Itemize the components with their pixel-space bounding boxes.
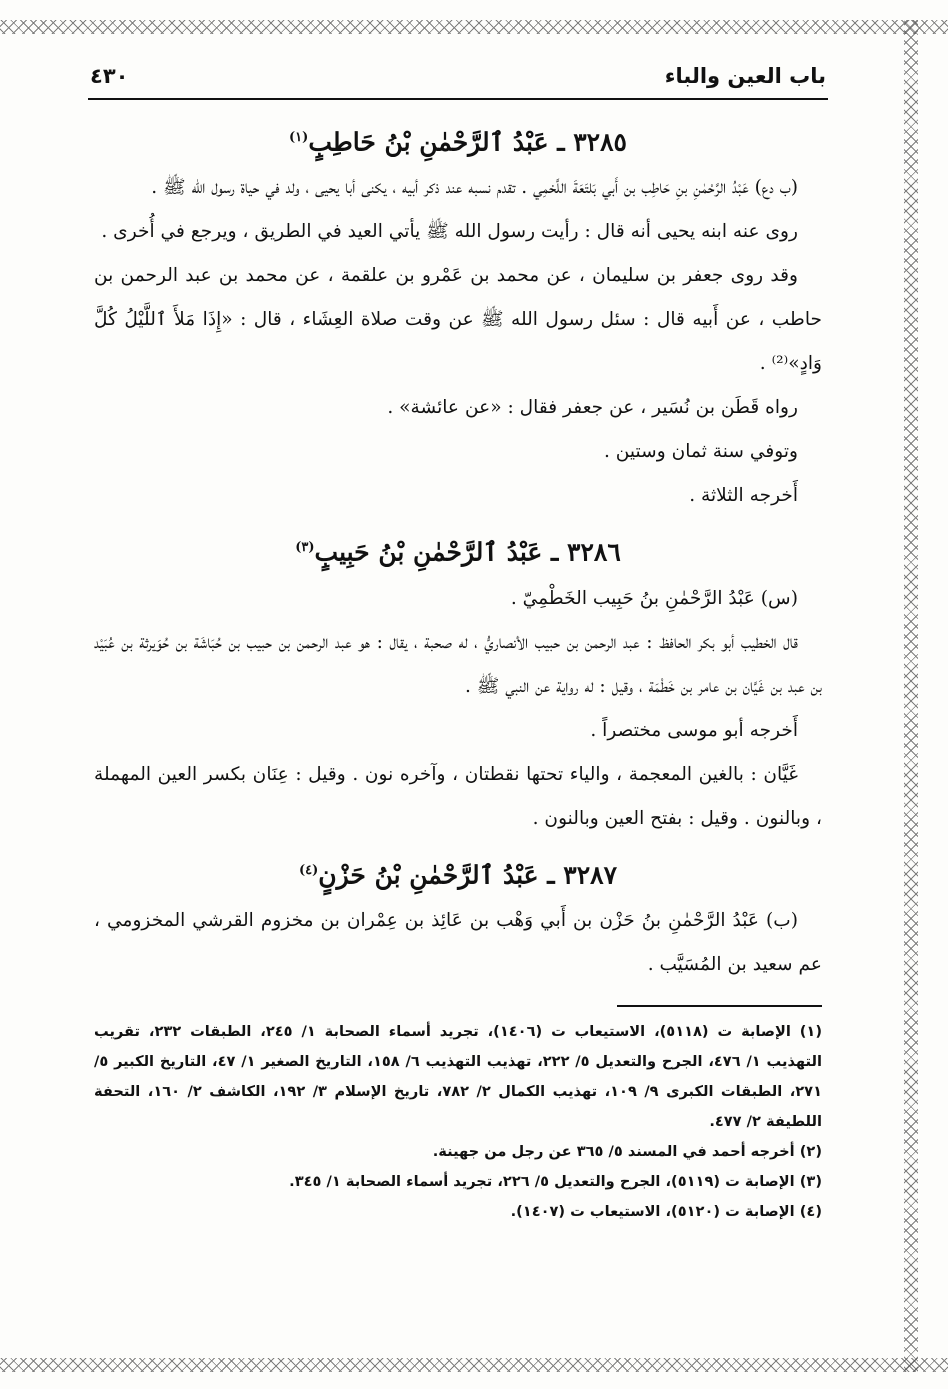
entry-title: ٣٢٨٥ ـ عَبْدُ ٱلرَّحْمٰنِ بْنُ حَاطِبٍ$^{(١)}$ bbox=[289, 127, 627, 157]
paragraph: (ب دع) عَبْدُ الرَّحْمٰنِ بنِ حَاطِب بن أَبي بَلتَعَةَ اللَّخمِي . تقدم نسبه عند ذكر أبيه ، يكنى أبا يحيى ، ولد في حياة رسول الله ﷺ . bbox=[151, 177, 798, 199]
paragraph: أَخرجه الثلاثة . bbox=[689, 485, 798, 507]
paragraph: أَخرجه أبو موسى مختصراً . bbox=[590, 719, 798, 741]
paragraph: رواه قَطَن بن نُسَير ، عن جعفر فقال : «عن عائشة» . bbox=[387, 397, 798, 419]
footnote-ref: (٣) bbox=[295, 540, 315, 556]
paragraph: (س) عَبْدُ الرَّحْمٰنِ بنُ حَبِيب الخَطْمِيّ . bbox=[510, 587, 798, 609]
page-header bbox=[88, 64, 828, 100]
paragraph: قال الخطيب أبو بكر الحافظ : عبد الرحمن بن حبيب الأنصاريُّ ، له صحبة ، يقال : هو عبد الرحمن بن حبيب بن حُبَاشَة بن حُوَيرثة بن عُبَيْد بن عبد بن غَيَّان بن عامر بن خَطْمَة ، وقيل : له رواية عن النبي ﷺ . bbox=[94, 631, 822, 697]
footnotes bbox=[94, 1017, 822, 1227]
footnote-ref: (١) bbox=[289, 130, 309, 145]
footnote: (١) الإصابة ت (٥١١٨)، الاستيعاب ت (١٤٠٦)، تجريد أسماء الصحابة ١/ ٢٤٥، الطبقات ٢٣٢، تقريب التهذيب ١/ ٤٧٦، الجرح والتعديل ٥/ ٢٢٢، تهذيب التهذيب ٦/ ١٥٨، التاريخ الصغير ١/ ٤٧، التاريخ الكبير ٥/ ٢٧١، الطبقات الكبرى ٩/ ١٠٩، تهذيب الكمال ٢/ ٧٨٢، تاريخ الإسلام ٣/ ١٩٢، الكاشف ٢/ ١٦٠، التحفة اللطيفة ٢/ ٤٧٧. bbox=[94, 1022, 823, 1130]
paragraph: وتوفي سنة ثمان وستين . bbox=[603, 441, 798, 463]
footnote: (٤) الإصابة ت (٥١٢٠)، الاستيعاب ت (١٤٠٧). bbox=[510, 1202, 822, 1220]
footnote-separator bbox=[617, 1005, 822, 1007]
entry-title: ٣٢٨٧ ـ عَبْدُ ٱلرَّحْمٰنِ بْنُ حَزْنٍ$^{(٤)}$ bbox=[298, 859, 618, 889]
footnote: (٣) الإصابة ت (٥١١٩)، الجرح والتعديل ٥/ ٢٢٦، تجريد أسماء الصحابة ١/ ٣٤٥. bbox=[289, 1172, 822, 1190]
running-title: باب العين والباء bbox=[664, 64, 826, 88]
book-page bbox=[88, 64, 828, 1354]
entry-title: ٣٢٨٦ ـ عَبْدُ ٱلرَّحْمٰنِ بْنُ حَبِيبٍ$^{(٣)}$ bbox=[295, 537, 621, 567]
ornamental-border-top bbox=[0, 20, 948, 34]
paragraph: (ب) عَبْدُ الرَّحْمٰنِ بنُ حَزْن بن أَبي وَهْب بن عَائِذ بن عِمْران بن مخزوم القرشي المخزومي ، عم سعيد بن المُسَيَّب . bbox=[94, 909, 822, 975]
footnote: (٢) أخرجه أحمد في المسند ٥/ ٣٦٥ عن رجل من جهينة. bbox=[432, 1142, 822, 1160]
paragraph: غَيَّان : بالغين المعجمة ، والياء تحتها نقطتان ، وآخره نون . وقيل : عِنَان بكسر العين المهملة ، وبالنون . وقيل : بفتح العين وبالنون . bbox=[94, 763, 822, 829]
footnote-ref: (٤) bbox=[298, 862, 319, 878]
ornamental-border-right bbox=[904, 20, 918, 1372]
paragraph: روى عنه ابنه يحيى أنه قال : رأيت رسول الله ﷺ يأتي العيد في الطريق ، ويرجع في أُخرى . bbox=[101, 221, 798, 243]
main-text bbox=[88, 100, 828, 1227]
paragraph: وقد روى جعفر بن سليمان ، عن محمد بن عَمْرو بن علقمة ، عن محمد بن عبد الرحمن بن حاطب ، عن أَبيه قال : سئل رسول الله ﷺ عن وقت صلاة العِشَاء ، قال : «إِذَا مَلأَ ٱللَّيْلُ كُلَّ وَادٍ»⁽²⁾ . bbox=[94, 265, 822, 375]
page-number: ٤٣٠ bbox=[90, 64, 129, 88]
ornamental-border-bottom bbox=[0, 1358, 948, 1372]
